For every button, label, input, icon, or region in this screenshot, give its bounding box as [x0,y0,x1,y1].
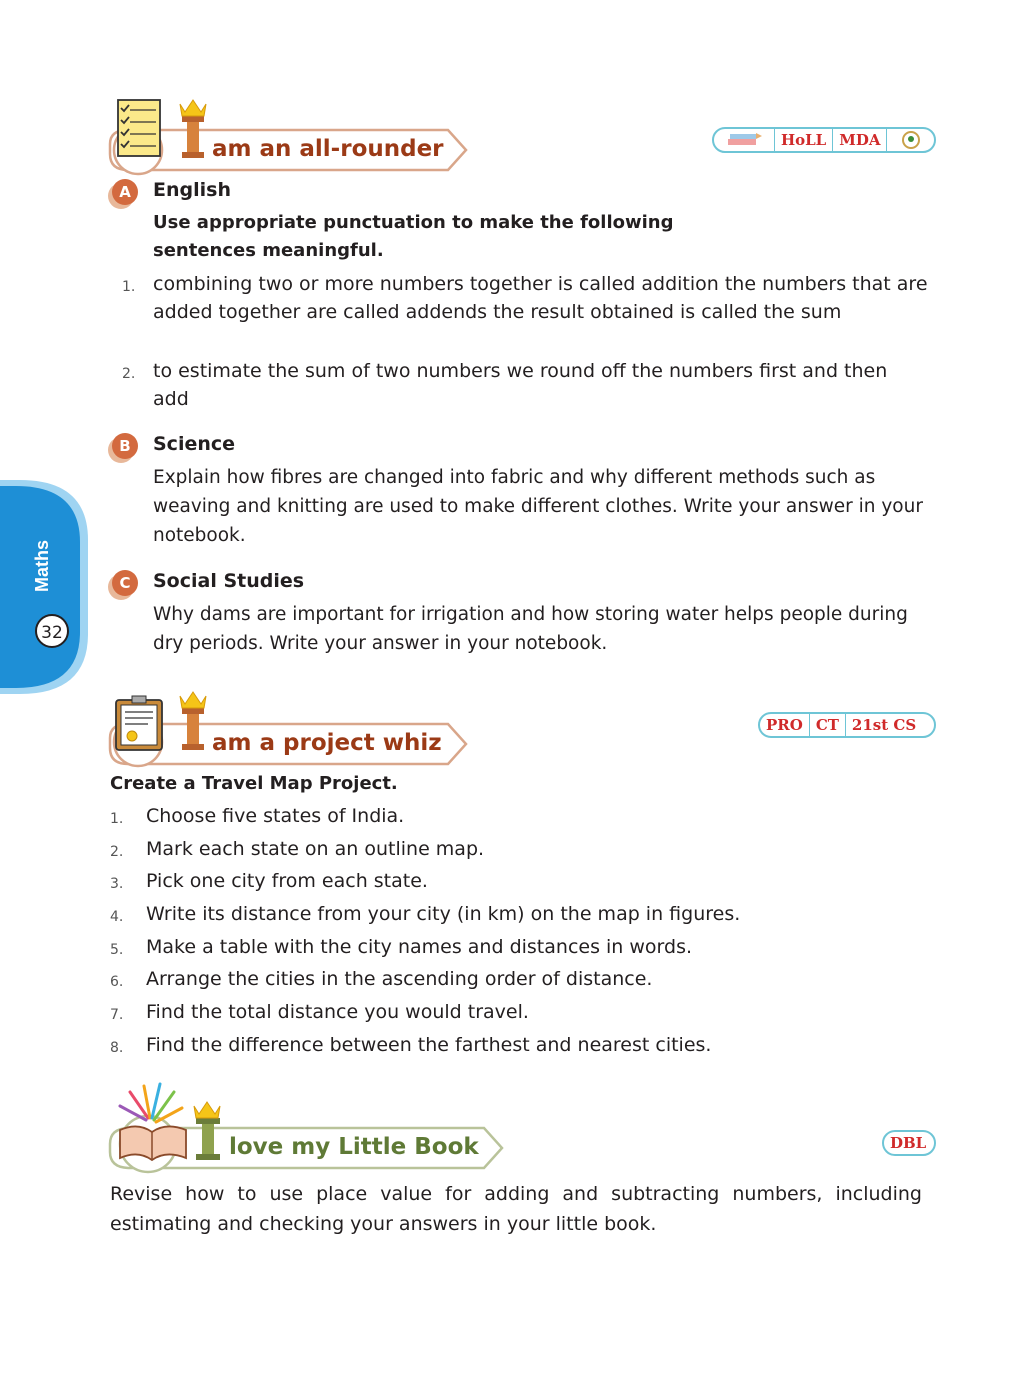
step-item: Write its distance from your city (in km) on the map in figures. [146,903,741,925]
page-number: 32 [35,614,69,648]
step-number: 4. [110,909,124,925]
step-item: Pick one city from each state. [146,870,428,892]
little-book-text: Revise how to use place value for adding and subtracting numbers, including estimating and checking your answers in your little book. [110,1183,922,1235]
little-book-title: love my Little Book [229,1134,479,1160]
step-number: 5. [110,942,124,958]
step-number: 7. [110,1007,124,1023]
english-item: combining two or more numbers together is called addition the numbers that are added together are called addends the result obtained is called the sum [153,273,928,323]
all-rounder-title: am an all-rounder [212,136,444,162]
tag-dbl: DBL [890,1134,927,1152]
tag-ct: CT [809,714,845,736]
project-heading: Create a Travel Map Project. [110,773,398,794]
tag-holl: HoLL [774,129,832,151]
project-whiz-title: am a project whiz [212,730,442,756]
step-number: 8. [110,1040,124,1056]
subject-label: Maths [32,540,52,593]
english-item-number: 1. [122,279,136,295]
social-studies-text: Why dams are important for irrigation and how storing water helps people during dry periods. Write your answer in your notebook. [153,604,908,654]
pencil-book-icon [714,129,774,151]
step-number: 1. [110,811,124,827]
step-number: 2. [110,844,124,860]
science-text: Explain how fibres are changed into fabric and why different methods such as weaving and knitting are used to make different clothes. Write your answer in your notebook. [153,467,923,546]
english-instruction: Use appropriate punctuation to make the following sentences meaningful. [153,212,674,261]
science-heading: Science [153,433,236,455]
project-tags [758,712,936,738]
all-rounder-tags [712,127,936,153]
all-rounder-banner [108,92,470,176]
emblem-icon [886,129,934,151]
step-item: Make a table with the city names and distances in words. [146,936,693,958]
social-studies-heading: Social Studies [153,570,305,592]
step-item: Find the total distance you would travel. [146,1001,529,1023]
letter-b-badge: B [112,433,138,459]
step-item: Choose five states of India. [146,805,405,827]
step-item: Find the difference between the farthest and nearest cities. [146,1034,712,1056]
step-item: Arrange the cities in the ascending order of distance. [146,968,653,990]
letter-a-badge: A [112,179,138,205]
english-heading: English [153,179,231,201]
english-item: to estimate the sum of two numbers we round off the numbers first and then add [153,360,888,410]
tag-pro: PRO [766,716,803,734]
english-item-number: 2. [122,366,136,382]
little-book-tags [882,1130,936,1156]
step-number: 6. [110,974,124,990]
step-item: Mark each state on an outline map. [146,838,485,860]
step-number: 3. [110,876,124,892]
tag-mda: MDA [832,129,886,151]
tag-21st-cs: 21st CS [845,714,922,736]
letter-c-badge: C [112,570,138,596]
